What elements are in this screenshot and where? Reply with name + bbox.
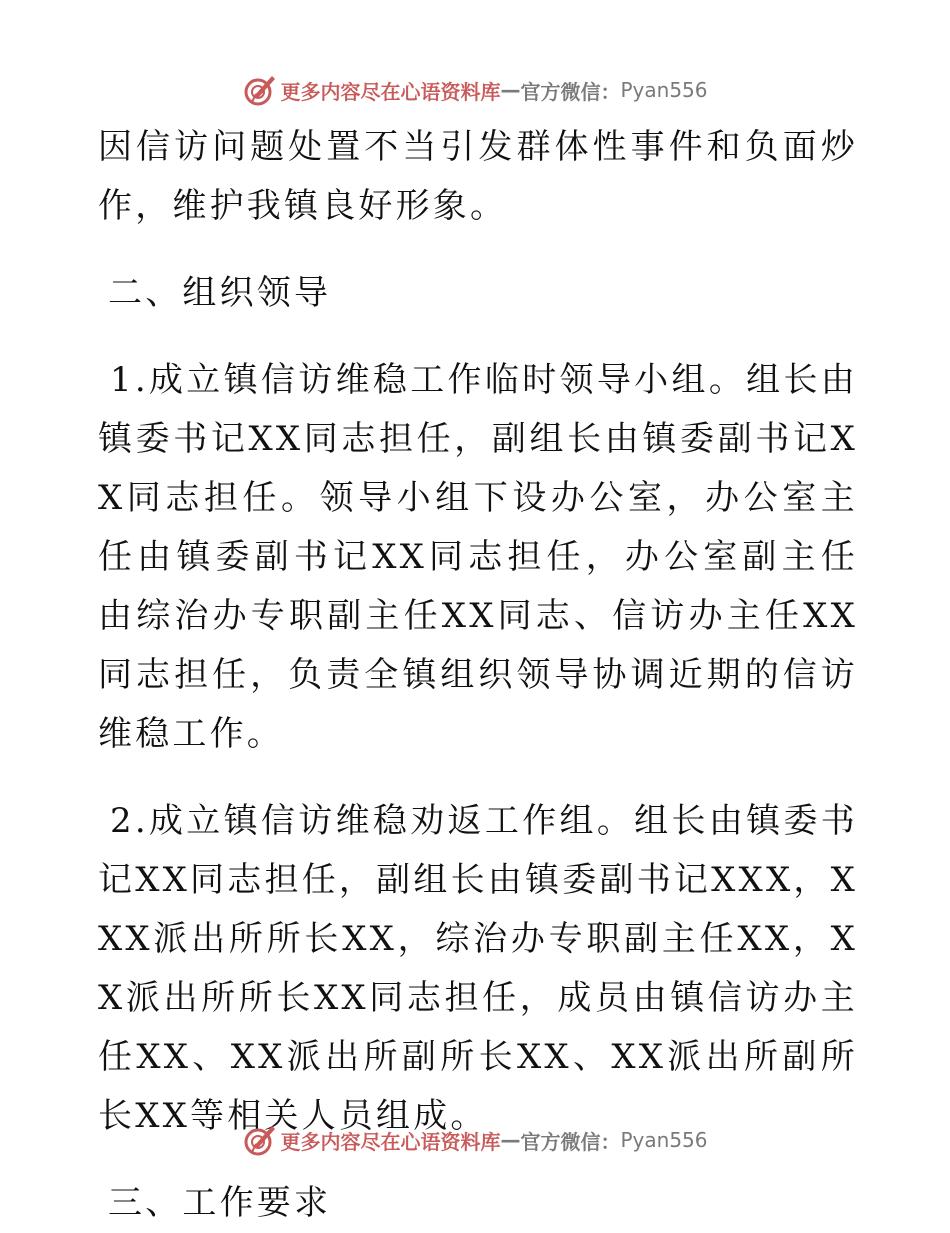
watermark-dash: — bbox=[500, 78, 521, 102]
paragraph-item-1: 1.成立镇信访维稳工作临时领导小组。组长由镇委书记XX同志担任，副组长由镇委副书记XX同志担任。领导小组下设办公室，办公室主任由镇委副书记XX同志担任，办公室副主任由综治办专职副主任XX同志、信访办主任XX同志担任，负责全镇组织领导协调近期的信访维稳工作。 bbox=[98, 360, 858, 754]
watermark-official-label: 官方微信： bbox=[520, 1129, 621, 1154]
watermark-wechat-id: Pyan556 bbox=[620, 78, 708, 102]
watermark-official-label: 官方微信： bbox=[520, 79, 621, 104]
footer-watermark bbox=[0, 1120, 950, 1160]
section-heading-organization: 二、组织领导 bbox=[108, 273, 332, 313]
watermark-wechat-id: Pyan556 bbox=[620, 1128, 708, 1152]
paragraph-continued: 因信访问题处置不当引发群体性事件和负面炒作，维护我镇良好形象。 bbox=[98, 127, 858, 226]
quill-logo-icon bbox=[242, 1122, 278, 1158]
document-body bbox=[98, 118, 858, 1233]
header-watermark bbox=[0, 70, 950, 110]
watermark-dash: — bbox=[500, 1128, 521, 1152]
paragraph-item-2: 2.成立镇信访维稳劝返工作组。组长由镇委书记XX同志担任，副组长由镇委副书记XXX，XXX派出所所长XX，综治办专职副主任XX，XX派出所所长XX同志担任，成员由镇信访办主任XX、XX派出所副所长XX、XX派出所副所长XX等相关人员组成。 bbox=[98, 801, 858, 1136]
watermark-main-text: 更多内容尽在心语资料库 bbox=[280, 79, 501, 104]
watermark-main-text: 更多内容尽在心语资料库 bbox=[280, 1129, 501, 1154]
quill-logo-icon bbox=[242, 72, 278, 108]
section-heading-requirements: 三、工作要求 bbox=[108, 1183, 332, 1223]
